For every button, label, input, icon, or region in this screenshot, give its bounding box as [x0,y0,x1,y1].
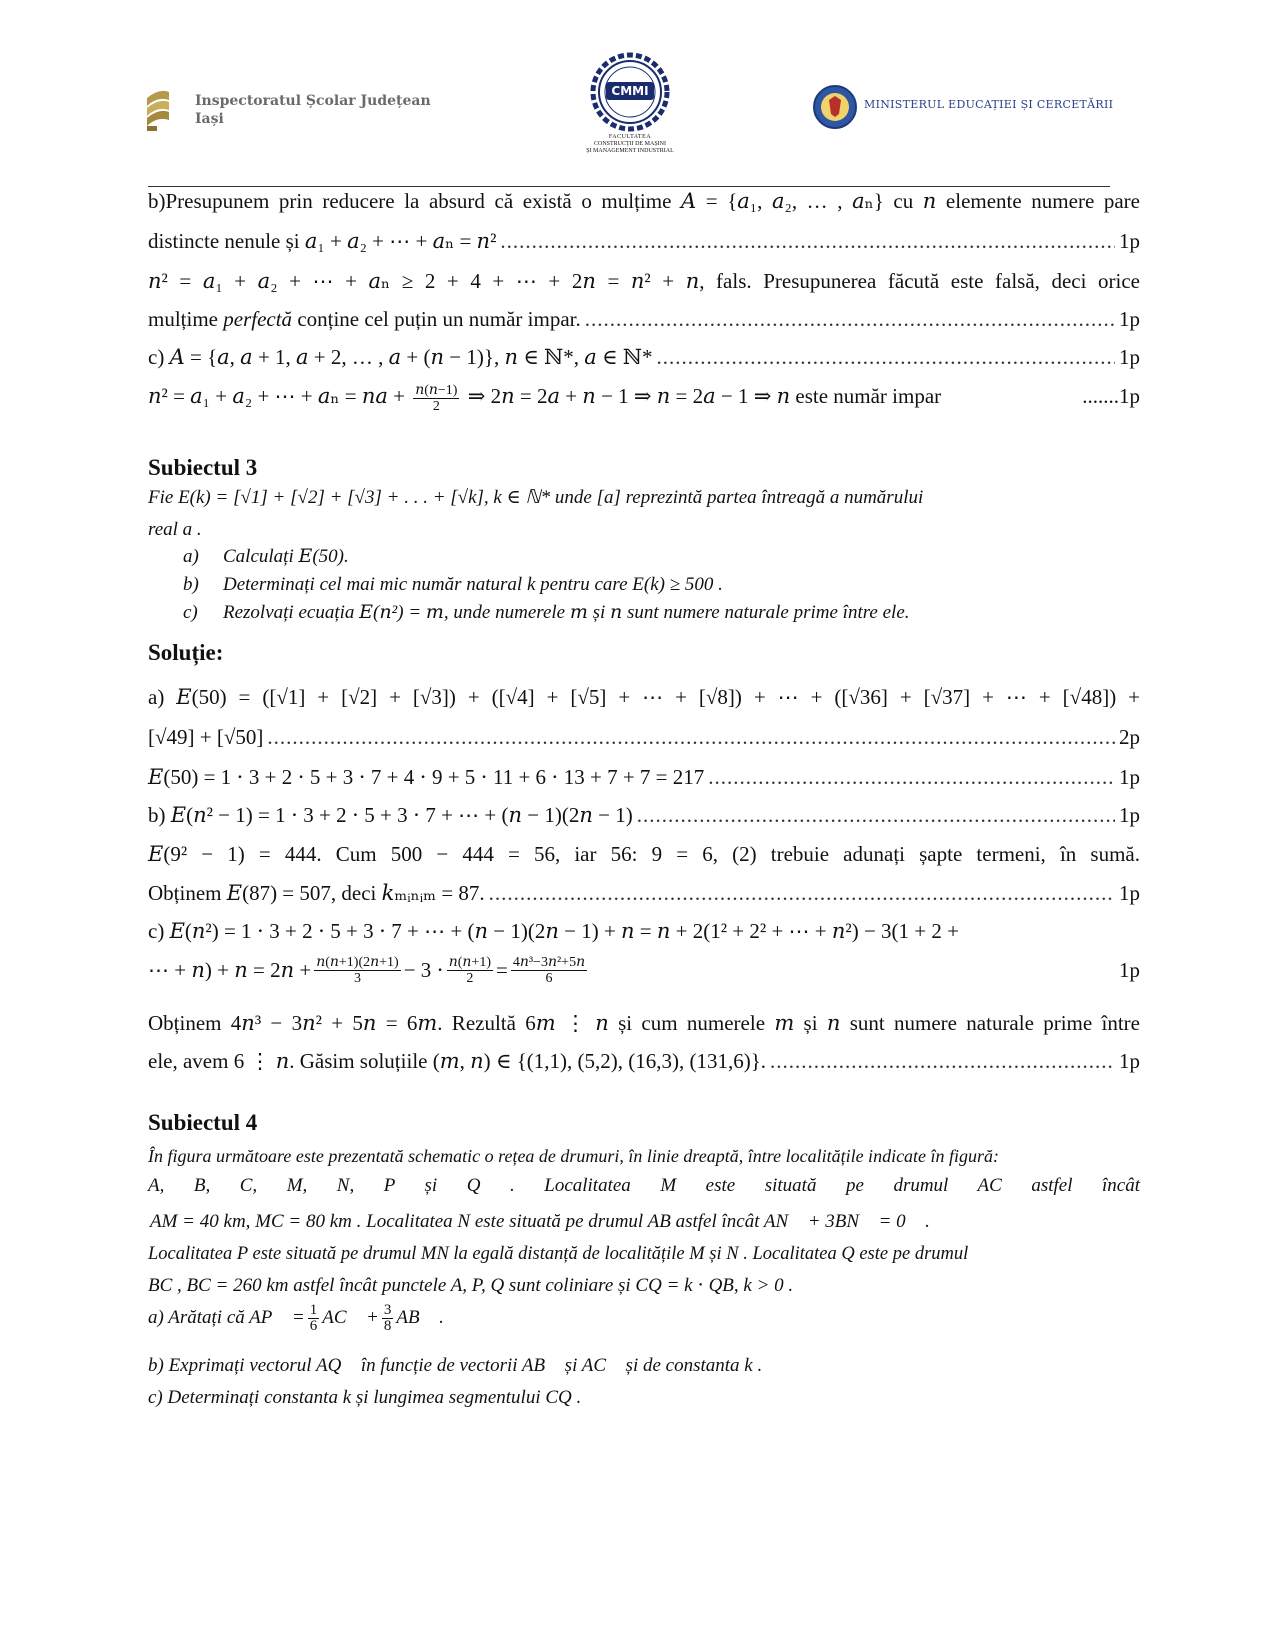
header-divider [148,186,1110,187]
part-c-line1-text: c) 𝐴 = {𝑎, 𝑎 + 1, 𝑎 + 2, … , 𝑎 + (𝑛 − 1)}, 𝑛 ∈ ℕ*, 𝑎 ∈ ℕ* [148,345,653,369]
part-b-line4-pre: mulțime [148,307,224,331]
ministry-seal-icon [812,84,858,130]
part-c-line2 [148,378,1140,414]
solution-c-l2: ⋯ + 𝑛) + 𝑛 = 2𝑛 + $\frac{\text{𝑛(𝑛+1)(2𝑛+1)}}{3}$ − 3 ⋅ $\frac{\text{𝑛(𝑛+1)}}{2}$ = $\frac{\text{4𝑛³−3𝑛²+5𝑛}}{6}$ 1p [148,950,1140,990]
dot-leader [585,306,1115,332]
dot-leader [770,1048,1115,1074]
subject3-statement-l2: real a . [148,519,202,540]
fraction: $\frac{\text{𝑛(𝑛−1)}}{2}$ [415,382,458,414]
solution-a-l1: a) 𝐸(50) = ([√1] + [√2] + [√3]) + ([√4] + [√5] + ⋯ + [√8]) + ⋯ + ([√36] + [√37] + ⋯ + [√48]) + [148,685,1140,709]
subject4-c: c) Determinați constanta k și lungimea segmentului CQ . [148,1387,582,1408]
dot-leader [656,344,1115,370]
part-c-line1 [148,344,1140,370]
subject4-l4: Localitatea P este situată pe drumul MN la egală distanță de localitățile M și N . Localitatea Q este pe drumul [148,1244,969,1264]
part-b-line4-post: conține cel puțin un număr impar. [292,307,581,331]
fraction: $\frac{\text{𝑛(𝑛+1)(2𝑛+1)}}{3}$ [316,954,399,986]
part-c-line2-post: ⇒ 2𝑛 = 2𝑎 + 𝑛 − 1 ⇒ 𝑛 = 2𝑎 − 1 ⇒ 𝑛 este număr impar [467,384,942,408]
faculty-line3: ȘI MANAGEMENT INDUSTRIAL [586,148,674,154]
solution-b-l1: b) 𝐸(𝑛² − 1) = 1 ⋅ 3 + 2 ⋅ 5 + 3 ⋅ 7 + ⋯ + (𝑛 − 1)(2𝑛 − 1) ..... 1p [148,802,1140,828]
solution-a-l2: [√49] + [√50] ..... 2p [148,724,1140,750]
part-c-line2-pre: 𝑛² = 𝑎₁ + 𝑎₂ + ⋯ + 𝑎ₙ = 𝑛𝑎 + [148,384,405,408]
solution-b-l3: Obținem 𝐸(87) = 507, deci 𝑘ₘᵢₙᵢₘ = 87. ..... 1p [148,880,1140,906]
dot-leader [489,880,1115,906]
fraction: $\frac{\text{4𝑛³−3𝑛²+5𝑛}}{6}$ [512,954,586,986]
points: 1p [1119,345,1140,369]
solution-c-l3: Obținem 4𝑛³ − 3𝑛² + 5𝑛 = 6𝑚. Rezultă 6𝑚 ⋮ 𝑛 și cum numerele 𝑚 și 𝑛 sunt numere naturale prime între [148,1011,1140,1035]
points: 1p [1119,1049,1140,1073]
subject4-l2: A, B, C, M, N, P și Q . Localitatea M este situată pe drumul AC astfel încât [148,1175,1140,1196]
solution-b-l2: 𝐸(9² − 1) = 444. Cum 500 − 444 = 56, iar 56: 9 = 6, (2) trebuie adunați șapte termeni, în sumă. [148,842,1140,866]
subject4-b: b) Exprimați vectorul AQ⃗ în funcție de vectorii AB⃗ și AC⃗ și de constanta k . [148,1355,763,1376]
points: 1p [1119,229,1140,253]
points: 1p [1119,803,1140,827]
cmmi-badge: CMMI [606,82,654,100]
fraction: $\frac{1}{6}$ [309,1301,318,1334]
part-b-line4 [148,306,1140,332]
faculty-line2: CONSTRUCȚII DE MAȘINI [594,141,666,147]
dot-leader [267,724,1115,750]
subject4-l1: În figura următoare este prezentată schematic o rețea de drumuri, în linie dreaptă, între localitățile indicate în figură: [148,1146,1000,1166]
subject3-item-c: c) Rezolvați ecuația 𝐸(𝑛²) = 𝑚, unde numerele 𝑚 și 𝑛 sunt numere naturale prime între ele. [183,602,910,623]
points: 1p [1119,881,1140,905]
part-b-line3: 𝑛² = 𝑎₁ + 𝑎₂ + ⋯ + 𝑎ₙ ≥ 2 + 4 + ⋯ + 2𝑛 = 𝑛² + 𝑛, fals. Presupunerea făcută este falsă, deci orice [148,269,1140,293]
subject4-l3: AM = 40 km, MC = 80 km . Localitatea N este situată pe drumul AB astfel încât AN⃗ + 3BN⃗ = 0⃗ . [150,1211,930,1232]
points: .......1p [1082,384,1140,408]
solution-c-l4: ele, avem 6 ⋮ 𝑛. Găsim soluțiile (𝑚, 𝑛) ∈ {(1,1), (5,2), (16,3), (131,6)}. ..... 1p [148,1048,1140,1074]
solution-title: Soluție: [148,640,224,665]
part-b-line2-text: distincte nenule și 𝑎₁ + 𝑎₂ + ⋯ + 𝑎ₙ = 𝑛² [148,229,497,253]
fraction: $\frac{\text{𝑛(𝑛+1)}}{2}$ [448,954,491,986]
part-b-line2 [148,228,1140,254]
subject4-a: a) Arătați că AP⃗ = $\frac{1}{6}$ AC⃗ + $\frac{3}{8}$ AB⃗ . [148,1301,444,1334]
solution-c-l1: c) 𝐸(𝑛²) = 1 ⋅ 3 + 2 ⋅ 5 + 3 ⋅ 7 + ⋯ + (𝑛 − 1)(2𝑛 − 1) + 𝑛 = 𝑛 + 2(1² + 2² + ⋯ + 𝑛²) − 3(1 + 2 + [148,919,959,943]
isj-emblem-icon [145,86,171,132]
isj-logo [145,86,445,132]
subject4-l5: BC , BC = 260 km astfel încât punctele A, P, Q sunt coliniare și CQ = k ⋅ QB, k > 0 . [148,1275,794,1296]
isj-name: Inspectoratul Școlar Județean [195,93,431,109]
points: 1p [1119,958,1140,982]
points: 2p [1119,725,1140,749]
isj-city: Iași [195,111,224,127]
subject3-item-b: b) Determinați cel mai mic număr natural k pentru care E(k) ≥ 500 . [183,574,723,595]
part-b-line4-italic: perfectă [223,307,293,331]
subject3-title: Subiectul 3 [148,455,258,480]
solution-a-l3: 𝐸(50) = 1 ⋅ 3 + 2 ⋅ 5 + 3 ⋅ 7 + 4 ⋅ 9 + 5 ⋅ 11 + 6 ⋅ 13 + 7 + 7 = 217 ..... 1p [148,764,1140,790]
points: 1p [1119,307,1140,331]
subject3-statement-l1: Fie E(k) = [√1] + [√2] + [√3] + . . . + [√k], k ∈ ℕ* unde [a] reprezintă partea întreagă a numărului [148,487,924,508]
cmmi-logo [560,52,700,160]
fraction: $\frac{3}{8}$ [383,1301,392,1334]
dot-leader [708,764,1115,790]
ministry-logo [812,84,1142,130]
subject3-item-a: a) Calculați 𝐸(50). [183,546,349,567]
ministry-name: MINISTERUL EDUCAȚIEI ȘI CERCETĂRII [864,98,1114,111]
dot-leader [637,802,1115,828]
points: 1p [1119,765,1140,789]
dot-leader [500,228,1115,254]
subject4-title: Subiectul 4 [148,1110,258,1135]
faculty-line1: FACULTATEA [608,134,652,140]
part-b-line1: b)Presupunem prin reducere la absurd că există o mulțime 𝐴 = {𝑎₁, 𝑎₂, … , 𝑎ₙ} cu 𝑛 elemente numere pare [148,189,1140,213]
